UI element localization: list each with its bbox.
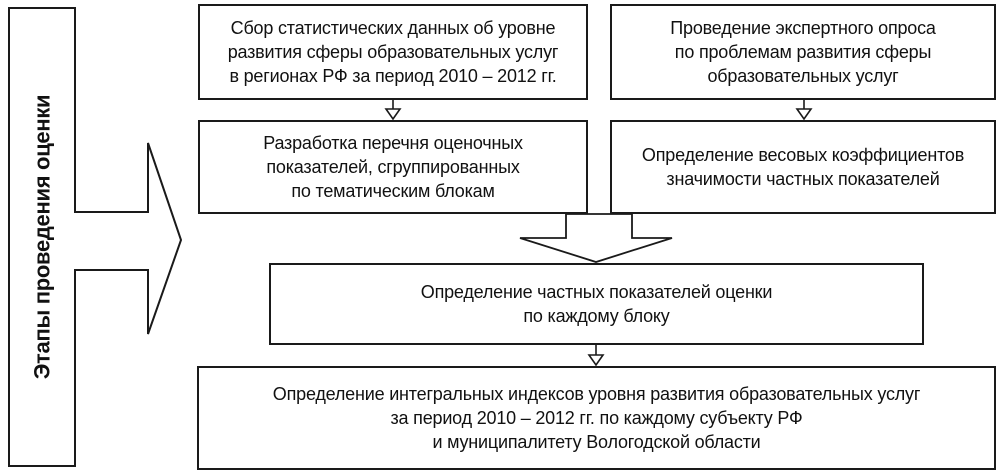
arrow-survey-to-weights	[797, 100, 811, 119]
box-integral-indices-line: и муниципалитету Вологодской области	[432, 432, 761, 452]
box-partial-indicators-line: по каждому блоку	[523, 306, 670, 326]
stages-label	[9, 8, 75, 466]
box-stats-collection-line: в регионах РФ за период 2010 – 2012 гг.	[229, 66, 557, 86]
box-expert-survey-line: по проблемам развития сферы	[674, 42, 932, 62]
arrow-partial-to-integral	[589, 345, 603, 365]
box-expert-survey	[610, 4, 996, 100]
box-integral-indices-line: за период 2010 – 2012 гг. по каждому субъекту РФ	[390, 408, 803, 428]
stages-label-text: Этапы проведения оценки	[29, 94, 55, 380]
box-indicators-list-line: Разработка перечня оценочных	[263, 133, 523, 153]
box-stats-collection-line: развития сферы образовательных услуг	[227, 42, 559, 62]
box-weights	[610, 120, 996, 214]
box-indicators-list	[198, 120, 588, 214]
box-stats-collection-line: Сбор статистических данных об уровне	[230, 18, 556, 38]
box-expert-survey-line: Проведение экспертного опроса	[670, 18, 936, 38]
box-weights-line: Определение весовых коэффициентов	[641, 145, 965, 165]
box-partial-indicators-line: Определение частных показателей оценки	[420, 282, 773, 302]
merge-arrow	[520, 214, 672, 262]
box-partial-indicators	[269, 263, 924, 345]
box-stats-collection	[198, 4, 588, 100]
box-expert-survey-line: образовательных услуг	[707, 66, 899, 86]
box-indicators-list-line: показателей, сгруппированных	[266, 157, 520, 177]
box-indicators-list-line: по тематическим блокам	[291, 181, 495, 201]
box-weights-line: значимости частных показателей	[666, 169, 940, 189]
box-integral-indices	[197, 366, 996, 470]
box-integral-indices-line: Определение интегральных индексов уровня развития образовательных услуг	[272, 384, 921, 404]
arrow-stats-to-indicators	[386, 100, 400, 119]
